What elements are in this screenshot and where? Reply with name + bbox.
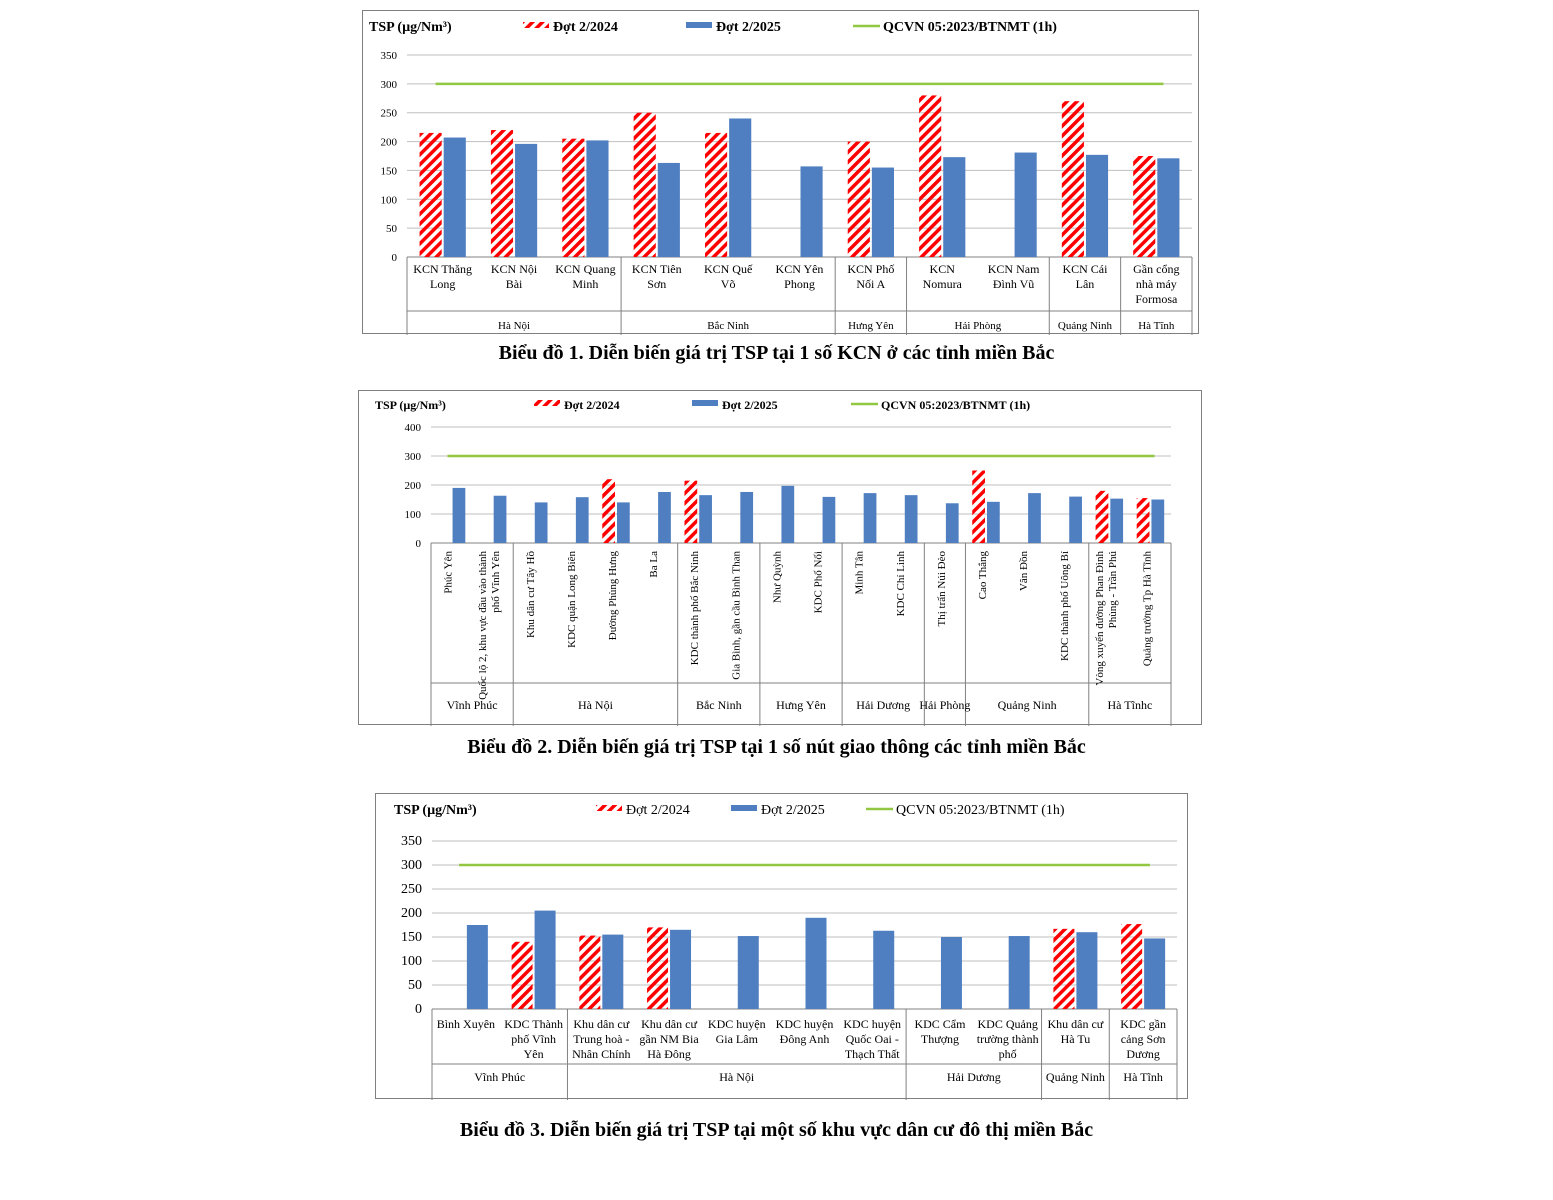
bar-2025 — [987, 502, 1000, 543]
y-tick-label: 150 — [401, 930, 422, 945]
x-tick-label: Nối A — [856, 277, 886, 291]
y-tick-label: 200 — [401, 906, 422, 921]
bar-2024 — [705, 133, 727, 257]
bar-2025 — [444, 138, 466, 257]
x-tick-label: KDC Cẩm — [914, 1017, 966, 1031]
chart-2-caption: Biểu đồ 2. Diễn biến giá trị TSP tại 1 số nút giao thông các tỉnh miền Bắc — [467, 736, 1086, 758]
legend-2024-swatch — [534, 400, 560, 406]
bar-2025 — [617, 502, 630, 543]
x-tick-label: phố — [998, 1047, 1017, 1061]
bar-2025 — [1157, 158, 1179, 257]
x-tick-label: Như Quỳnh — [771, 551, 784, 604]
x-tick-label: KDC Thành — [504, 1017, 563, 1031]
bar-2025 — [943, 157, 965, 257]
y-tick-label: 0 — [415, 538, 421, 550]
bar-2025 — [941, 937, 962, 1009]
x-tick-label: Gia Lâm — [715, 1032, 758, 1046]
group-label: Quảng Ninh — [1057, 320, 1112, 332]
y-axis-label: TSP (µg/Nm³) — [369, 20, 452, 35]
bar-2024 — [647, 927, 668, 1009]
bar-2024 — [1133, 156, 1155, 257]
bar-2025 — [515, 144, 537, 257]
y-tick-label: 300 — [401, 858, 422, 873]
bar-2025 — [535, 911, 556, 1009]
y-tick-label: 50 — [386, 223, 397, 236]
bar-2025 — [729, 118, 751, 257]
bar-2025 — [946, 503, 959, 543]
x-tick-label: KDC huyện — [775, 1017, 834, 1031]
chart-2-svg — [359, 391, 1203, 726]
y-tick-label: 300 — [380, 78, 397, 91]
x-tick-label: Thạch Thất — [844, 1047, 900, 1061]
x-tick-label: Sơn — [647, 277, 667, 291]
legend-2025-label: Đợt 2/2025 — [716, 20, 781, 35]
group-label: Hà Nội — [577, 698, 613, 712]
bar-2025 — [873, 931, 894, 1009]
bar-2025 — [1076, 932, 1097, 1009]
bar-2025 — [1151, 500, 1164, 544]
legend-2025-swatch — [731, 805, 757, 811]
x-tick-label: Khu dân cư — [1047, 1017, 1104, 1031]
x-tick-label: Phùng - Trần Phú — [1106, 551, 1119, 629]
bar-2025 — [699, 495, 712, 543]
bar-2024 — [919, 95, 941, 257]
x-tick-label: Khu dân cư — [641, 1017, 697, 1031]
bar-2025 — [806, 918, 827, 1009]
x-tick-label: phố Vĩnh — [511, 1032, 556, 1046]
legend-2025-swatch — [692, 400, 718, 406]
x-tick-label: KCN Cái — [1062, 262, 1108, 276]
group-label: Hải Dương — [946, 1070, 1001, 1084]
x-tick-label: Võ — [720, 277, 736, 291]
x-tick-label: nhà máy — [1135, 277, 1177, 291]
x-tick-label: gần NM Bia — [639, 1032, 699, 1046]
y-axis-label: TSP (µg/Nm³) — [394, 803, 477, 818]
legend-2025-swatch — [686, 22, 712, 28]
x-tick-label: KCN Quế — [703, 262, 753, 276]
bar-2025 — [1110, 499, 1123, 543]
x-tick-label: Trung hoà - — [573, 1032, 630, 1046]
x-tick-label: KDC thành phố Uông Bí — [1059, 551, 1072, 661]
y-tick-label: 50 — [408, 978, 422, 993]
x-tick-label: KCN Nam — [987, 262, 1040, 276]
x-tick-label: Lân — [1075, 277, 1095, 291]
group-label: Hưng Yên — [848, 320, 894, 332]
x-tick-label: Long — [430, 277, 456, 291]
bar-2025 — [1086, 155, 1108, 257]
bar-2024 — [579, 936, 600, 1009]
y-tick-label: 200 — [380, 136, 397, 149]
group-label: Hải Dương — [856, 698, 911, 712]
group-label: Hà Nội — [719, 1070, 755, 1084]
x-tick-label: Quốc lộ 2, khu vực đầu vào thành — [477, 551, 490, 700]
x-tick-label: Thượng — [920, 1032, 960, 1046]
legend-2025-label: Đợt 2/2025 — [722, 398, 778, 412]
bar-2025 — [535, 502, 548, 543]
legend-limit-label: QCVN 05:2023/BTNMT (1h) — [881, 398, 1031, 412]
bar-2025 — [740, 492, 753, 543]
group-label: Hà Tĩnhc — [1107, 698, 1153, 712]
y-tick-label: 250 — [401, 882, 422, 897]
bar-2024 — [602, 479, 615, 543]
x-tick-label: KDC thành phố Bắc Ninh — [689, 551, 702, 666]
x-tick-label: Phong — [784, 277, 815, 291]
bar-2024 — [1121, 924, 1142, 1009]
chart-3 — [375, 793, 1188, 1099]
y-tick-label: 350 — [401, 834, 422, 849]
x-tick-label: Đình Vũ — [992, 277, 1035, 291]
x-tick-label: Hà Đông — [647, 1047, 691, 1061]
bar-2025 — [658, 163, 680, 257]
legend-2024-label: Đợt 2/2024 — [626, 803, 690, 818]
chart-2 — [358, 390, 1202, 725]
x-tick-label: Nomura — [922, 277, 962, 291]
x-tick-label: Bài — [505, 277, 523, 291]
bar-2025 — [872, 168, 894, 257]
x-tick-label: KDC quận Long Biên — [565, 551, 578, 648]
x-tick-label: Đường Phùng Hưng — [607, 551, 619, 641]
y-tick-label: 300 — [404, 451, 421, 463]
x-tick-label: Ba La — [648, 551, 661, 578]
legend-limit-label: QCVN 05:2023/BTNMT (1h) — [883, 20, 1057, 35]
x-tick-label: KCN Tiên — [631, 262, 682, 276]
group-label: Bắc Ninh — [707, 320, 750, 332]
x-tick-label: Khu dân cư — [573, 1017, 630, 1031]
legend-2024-swatch — [596, 805, 622, 811]
bar-2024 — [512, 942, 533, 1009]
x-tick-label: cảng Sơn — [1120, 1032, 1166, 1046]
bar-2025 — [781, 486, 794, 543]
bar-2025 — [576, 497, 589, 543]
x-tick-label: KDC Phố Nối — [812, 551, 825, 614]
bar-2025 — [905, 495, 918, 543]
bar-2025 — [658, 492, 671, 543]
bar-2025 — [494, 496, 507, 543]
x-tick-label: KDC huyện — [843, 1017, 902, 1031]
y-tick-label: 400 — [404, 422, 421, 434]
x-tick-label: Cao Thắng — [977, 551, 989, 600]
x-tick-label: Dương — [1126, 1047, 1160, 1061]
x-tick-label: Nhân Chính — [572, 1047, 631, 1061]
y-tick-label: 100 — [380, 194, 397, 207]
y-tick-label: 200 — [404, 480, 421, 492]
x-tick-label: Yên — [523, 1047, 544, 1061]
y-axis-label: TSP (µg/Nm³) — [375, 398, 446, 412]
chart-1-svg — [363, 11, 1200, 335]
group-label: Hà Tĩnh — [1123, 1070, 1163, 1084]
x-tick-label: Hà Tu — [1060, 1032, 1091, 1046]
bar-2025 — [1015, 153, 1037, 257]
bar-2025 — [602, 935, 623, 1009]
chart-3-svg — [376, 794, 1189, 1100]
group-label: Hải Phòng — [954, 320, 1002, 332]
x-tick-label: KDC Chí Linh — [894, 551, 907, 617]
legend-2025-label: Đợt 2/2025 — [761, 803, 825, 818]
bar-2024 — [562, 139, 584, 257]
y-tick-label: 100 — [401, 954, 422, 969]
x-tick-label: Quốc Oai - — [845, 1032, 899, 1046]
bar-2024 — [1062, 101, 1084, 257]
x-tick-label: KCN Quang — [555, 262, 616, 276]
y-tick-label: 0 — [415, 1002, 422, 1017]
y-tick-label: 250 — [380, 107, 397, 120]
x-tick-label: Khu dân cư Tây Hồ — [524, 551, 537, 639]
bar-2025 — [738, 936, 759, 1009]
x-tick-label: Gần cổng — [1133, 262, 1180, 276]
bar-2024 — [848, 142, 870, 257]
x-tick-label: KCN Phố — [847, 262, 895, 276]
x-tick-label: KDC gần — [1120, 1017, 1166, 1031]
y-tick-label: 0 — [391, 252, 397, 264]
x-tick-label: Formosa — [1135, 292, 1178, 306]
chart-1-caption: Biểu đồ 1. Diễn biến giá trị TSP tại 1 số KCN ở các tỉnh miền Bắc — [498, 342, 1055, 364]
x-tick-label: phố Vĩnh Yên — [490, 551, 503, 613]
chart-1 — [362, 10, 1199, 334]
legend-limit-label: QCVN 05:2023/BTNMT (1h) — [896, 803, 1065, 818]
x-tick-label: Thị trấn Núi Đèo — [935, 551, 948, 627]
group-label: Quảng Ninh — [1045, 1070, 1105, 1084]
bar-2025 — [823, 497, 836, 543]
bar-2025 — [1028, 493, 1041, 543]
group-label: Hà Tĩnh — [1138, 320, 1175, 332]
x-tick-label: Quảng trường Tp Hà Tĩnh — [1141, 551, 1154, 667]
bar-2025 — [467, 925, 488, 1009]
x-tick-label: KDC huyện — [707, 1017, 766, 1031]
y-tick-label: 150 — [380, 165, 397, 178]
group-label: Bắc Ninh — [695, 698, 742, 712]
x-tick-label: KCN Yên — [775, 262, 824, 276]
group-label: Quảng Ninh — [997, 698, 1057, 712]
bar-2024 — [420, 133, 442, 257]
bar-2024 — [491, 130, 513, 257]
x-tick-label: trường thành — [976, 1032, 1039, 1046]
x-tick-label: Vân Đồn — [1018, 551, 1031, 592]
group-label: Vĩnh Phúc — [446, 698, 498, 712]
group-label: Hưng Yên — [776, 698, 826, 712]
y-tick-label: 350 — [380, 50, 397, 62]
bar-2024 — [972, 471, 985, 544]
bar-2025 — [670, 930, 691, 1009]
bar-2024 — [1137, 498, 1150, 543]
group-label: Hà Nội — [498, 320, 531, 332]
bar-2025 — [453, 488, 466, 543]
bar-2025 — [864, 493, 877, 543]
bar-2024 — [1053, 929, 1074, 1009]
bar-2025 — [1009, 936, 1030, 1009]
bar-2025 — [1144, 938, 1165, 1009]
legend-2024-label: Đợt 2/2024 — [564, 398, 620, 412]
bar-2025 — [1069, 497, 1082, 543]
legend-2024-label: Đợt 2/2024 — [553, 20, 618, 35]
x-tick-label: KCN — [929, 262, 955, 276]
x-tick-label: KCN Thăng — [413, 262, 473, 276]
legend-2024-swatch — [523, 22, 549, 28]
bar-2025 — [586, 140, 608, 257]
chart-3-caption: Biểu đồ 3. Diễn biến giá trị TSP tại một số khu vực dân cư đô thị miền Bắc — [459, 1119, 1094, 1141]
x-tick-label: Vòng xuyến đường Phan Đình — [1093, 551, 1106, 686]
bar-2025 — [801, 166, 823, 257]
x-tick-label: Đông Anh — [779, 1032, 830, 1046]
x-tick-label: KDC Quảng — [977, 1017, 1038, 1031]
bar-2024 — [634, 113, 656, 257]
x-tick-label: Gia Bình, gần cầu Bình Than — [730, 551, 743, 680]
group-label: Hải Phòng — [919, 698, 971, 712]
x-tick-label: Bình Xuyên — [436, 1017, 496, 1031]
x-tick-label: Phúc Yên — [442, 551, 455, 594]
bar-2024 — [1096, 491, 1109, 543]
group-label: Vĩnh Phúc — [474, 1070, 526, 1084]
y-tick-label: 100 — [404, 509, 421, 521]
x-tick-label: Minh Tân — [853, 551, 866, 595]
x-tick-label: KCN Nội — [490, 262, 538, 276]
bar-2024 — [684, 481, 697, 543]
x-tick-label: Minh — [572, 277, 599, 291]
